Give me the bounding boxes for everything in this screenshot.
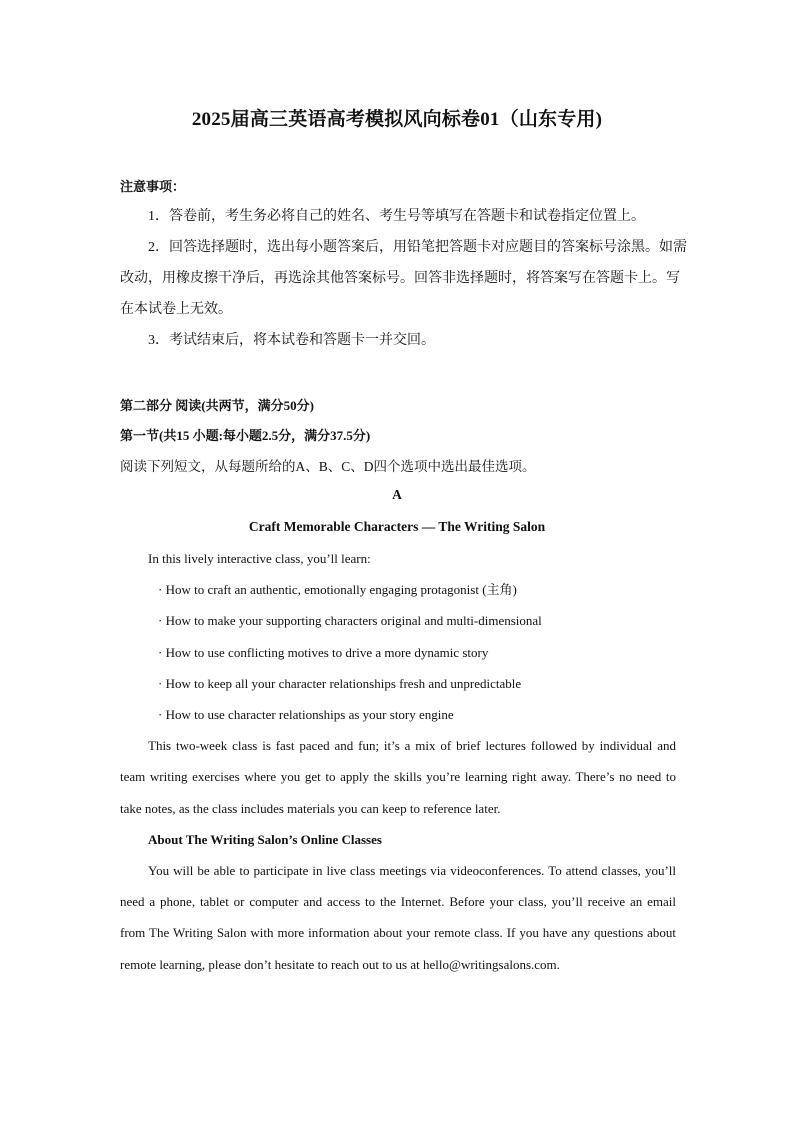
part-heading: 第二部分 阅读(共两节，满分50分): [120, 398, 314, 413]
passage-heading: Craft Memorable Characters — The Writing Salon: [248, 519, 546, 534]
passage-paragraph-1: This two-week class is fast paced and fun; it’s a mix of brief lectures followed by individual and team writing exercises where you get to apply the skills you’re learning right away. There’s no need to take notes, as the class includes materials you can keep to reference later.: [120, 738, 676, 816]
instruction-text: 阅读下列短文，从每题所给的A、B、C、D四个选项中选出最佳选项。: [120, 459, 536, 474]
page-title: 2025届高三英语高考模拟风向标卷01（山东专用): [191, 109, 603, 130]
notice-item-3: 3．考试结束后，将本试卷和答题卡一并交回。: [148, 333, 435, 348]
notice-heading: 注意事项：: [120, 179, 186, 194]
passage-subheading: About The Writing Salon’s Online Classes: [148, 831, 382, 847]
passage-intro: In this lively interactive class, you’ll learn:: [148, 551, 371, 566]
section-heading: 第一节(共15 小题:每小题2.5分，满分37.5分): [120, 428, 371, 443]
notice-list: [120, 201, 688, 356]
bullet-item: · How to make your supporting characters original and multi-dimensional: [158, 613, 542, 629]
passage-paragraph-2: You will be able to participate in live class meetings via videoconferences. To attend classes, you’ll need a phone, tablet or computer and access to the Internet. Before your class, you’ll receive an email from The Writing Salon with more information about your remote class. If you have any questions about remote learning, please don’t hesitate to reach out to us at hello@writingsalons.com.: [120, 863, 676, 972]
passage-letter: A: [392, 487, 402, 502]
bullet-item: · How to use character relationships as your story engine: [158, 707, 454, 723]
bullet-item: · How to craft an authentic, emotionally engaging protagonist (主角): [158, 582, 517, 598]
bullet-item: · How to use conflicting motives to drive a more dynamic story: [158, 644, 489, 660]
bullet-item: · How to keep all your character relationships fresh and unpredictable: [158, 675, 522, 691]
notice-item-1: 1．答卷前，考生务必将自己的姓名、考生号等填写在答题卡和试卷指定位置上。: [148, 209, 645, 224]
notice-item-2: 2．回答选择题时，选出每小题答案后，用铅笔把答题卡对应题目的答案标号涂黑。如需改动，用橡皮擦干净后，再选涂其他答案标号。回答非选择题时，将答案写在答题卡上。写在本试卷上无效。: [120, 240, 687, 317]
passage-body: [120, 543, 676, 980]
